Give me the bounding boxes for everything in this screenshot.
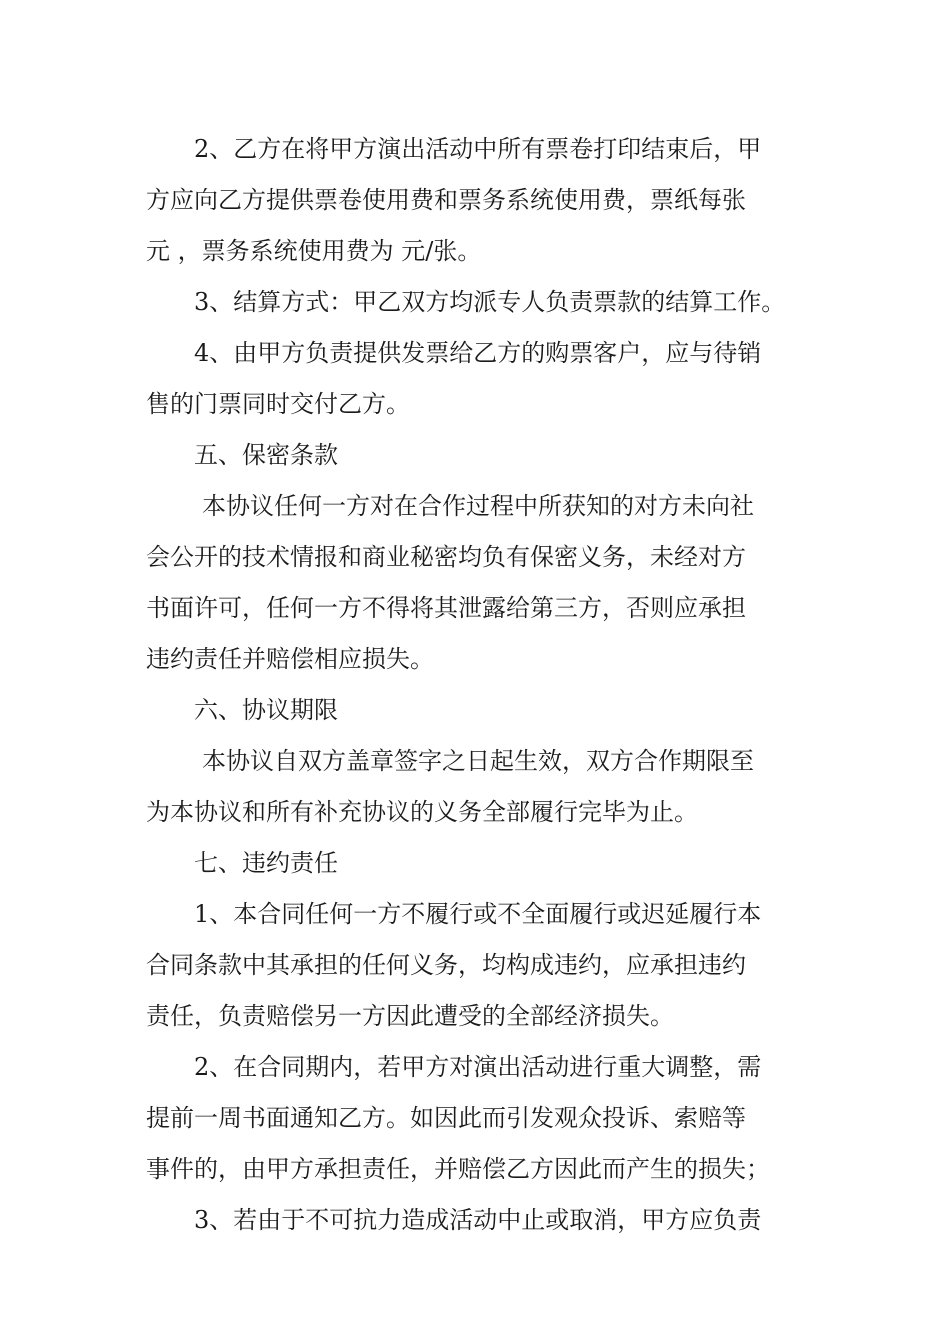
paragraph — [146, 838, 806, 889]
text-line: 书面许可，任何一方不得将其泄露给第三方，否则应承担 — [146, 594, 746, 622]
paragraph — [146, 1042, 806, 1195]
text-line: 五、保密条款 — [194, 441, 338, 469]
text-line: 事件的，由甲方承担责任，并赔偿乙方因此而产生的损失； — [146, 1155, 770, 1183]
text-line: 七、违约责任 — [194, 849, 338, 877]
text-line: 六、协议期限 — [194, 696, 338, 724]
paragraph — [146, 1195, 806, 1246]
text-line: 方应向乙方提供票卷使用费和票务系统使用费，票纸每张 — [146, 186, 746, 214]
paragraph — [146, 430, 806, 481]
text-line: 提前一周书面通知乙方。如因此而引发观众投诉、索赔等 — [146, 1104, 746, 1132]
text-line: 责任，负责赔偿另一方因此遭受的全部经济损失。 — [146, 1002, 674, 1030]
text-line: 合同条款中其承担的任何义务，均构成违约，应承担违约 — [146, 951, 746, 979]
text-line: 违约责任并赔偿相应损失。 — [146, 645, 434, 673]
paragraph — [146, 685, 806, 736]
document-body — [146, 124, 806, 1246]
text-line: 为本协议和所有补充协议的义务全部履行完毕为止。 — [146, 798, 698, 826]
paragraph — [146, 124, 806, 277]
text-line: 本协议任何一方对在合作过程中所获知的对方未向社 — [202, 492, 754, 520]
text-line: 3、结算方式：甲乙双方均派专人负责票款的结算工作。 — [194, 288, 786, 316]
text-line: 售的门票同时交付乙方。 — [146, 390, 410, 418]
text-line: 4、由甲方负责提供发票给乙方的购票客户，应与待销 — [194, 339, 762, 367]
text-line: 本协议自双方盖章签字之日起生效，双方合作期限至 — [202, 747, 754, 775]
paragraph — [146, 277, 806, 328]
paragraph — [146, 736, 806, 838]
text-line: 会公开的技术情报和商业秘密均负有保密义务，未经对方 — [146, 543, 746, 571]
paragraph — [146, 328, 806, 430]
paragraph — [146, 889, 806, 1042]
text-line: 2、在合同期内，若甲方对演出活动进行重大调整，需 — [194, 1053, 762, 1081]
text-line: 2、乙方在将甲方演出活动中所有票卷打印结束后，甲 — [194, 135, 762, 163]
text-line: 元 ，票务系统使用费为 元/张。 — [146, 237, 482, 265]
text-line: 1、本合同任何一方不履行或不全面履行或迟延履行本 — [194, 900, 762, 928]
paragraph — [146, 481, 806, 685]
text-line: 3、若由于不可抗力造成活动中止或取消，甲方应负责 — [194, 1206, 762, 1234]
